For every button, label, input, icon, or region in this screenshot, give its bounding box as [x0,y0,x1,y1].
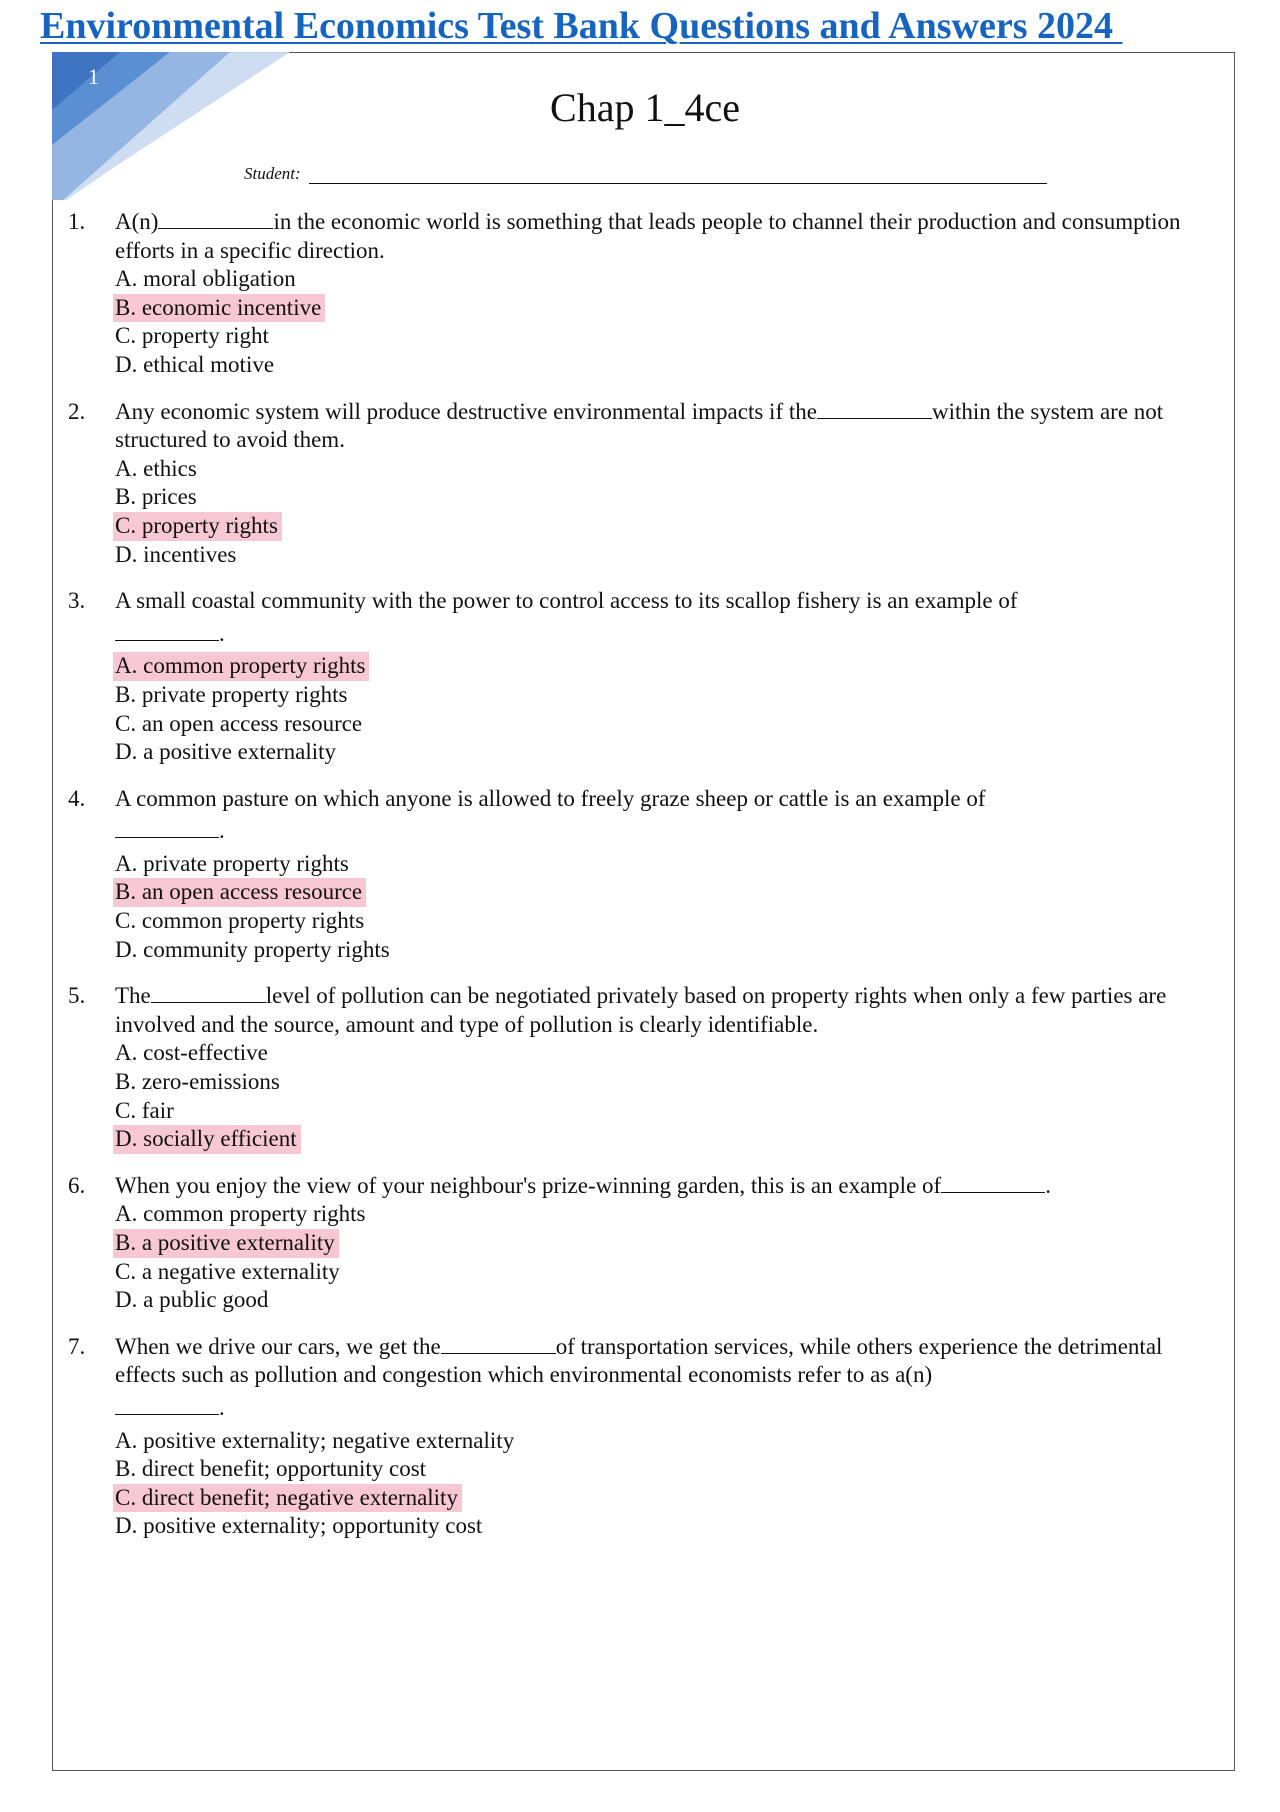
question-text-before: When we drive our cars, we get the [115,1333,441,1359]
question-text-after: level of pollution can be negotiated privately based on property rights when only a few parties are involved and the source, amount and type of pollution is clearly identifiable. [115,983,1173,1037]
choice-c[interactable]: C. common property rights [115,908,365,934]
choice-c[interactable]: C. fair [115,1097,174,1123]
choice-list [115,1039,1218,1153]
answer-blank [115,620,219,641]
question-text-before: When you enjoy the view of your neighbour's prize-winning garden, this is an example of [115,1172,942,1198]
question-text [115,982,1218,1039]
question-text [115,208,1218,265]
choice-b[interactable]: B. economic incentive [115,294,1218,323]
question-3 [68,587,1218,767]
student-label: Student: [244,164,301,183]
chapter-title: Chap 1_4ce [550,85,740,130]
answer-blank [151,982,266,1003]
question-text [115,587,1218,648]
student-name-row [244,164,1047,184]
question-text-after: in the economic world is something that leads people to channel their production and consumption efforts in a specific direction. [115,209,1187,263]
question-text-before: A common pasture on which anyone is allowed to freely graze sheep or cattle is an example of [115,785,986,811]
choice-c[interactable]: C. a negative externality [115,1258,340,1284]
answer-blank-2 [115,1394,219,1415]
student-name-line[interactable] [309,165,1047,184]
question-5 [68,982,1218,1154]
choice-a[interactable]: A. private property rights [115,850,349,876]
choice-b[interactable]: B. an open access resource [115,878,1218,907]
question-text [115,1333,1218,1423]
choice-a[interactable]: A. common property rights [115,652,1218,681]
choice-list [115,850,1218,964]
choice-d[interactable]: D. a positive externality [115,739,337,765]
question-text-before: A small coastal community with the power to control access to its scallop fishery is an example of [115,588,1018,614]
question-7 [68,1333,1218,1541]
choice-a[interactable]: A. ethics [115,455,197,481]
question-6 [68,1172,1218,1315]
choice-a[interactable]: A. positive externality; negative externality [115,1427,515,1453]
answer-blank [817,398,932,419]
question-number: 6. [68,1172,86,1198]
question-text-after: within the system are not structured to avoid them. [115,398,1169,453]
choice-b[interactable]: B. direct benefit; opportunity cost [115,1456,427,1482]
document-title-link[interactable]: Environmental Economics Test Bank Questions and Answers 2024 [40,5,1123,47]
question-2 [68,398,1218,570]
question-text-before: A(n) [115,209,159,234]
choice-c[interactable]: C. direct benefit; negative externality [115,1484,1218,1513]
question-list [68,208,1218,1559]
question-text-middle: of transportation services, while others experience the detrimental effects such as pollution and congestion which environmental economists refer to as a(n) [115,1333,1169,1388]
choice-d[interactable]: D. socially efficient [115,1125,1218,1154]
question-text-before: Any economic system will produce destructive environmental impacts if the [115,398,817,424]
answer-blank [158,208,273,229]
choice-d[interactable]: D. community property rights [115,936,390,962]
question-text-after: . [219,1394,225,1420]
question-number: 4. [68,785,86,811]
choice-b[interactable]: B. a positive externality [115,1229,1218,1258]
page-number: 1 [88,64,99,89]
choice-c[interactable]: C. property right [115,323,269,349]
question-1 [68,208,1218,380]
question-text-after: . [219,818,225,844]
choice-a[interactable]: A. moral obligation [115,266,296,292]
question-text-before: The [115,983,151,1009]
choice-list [115,1200,1218,1314]
choice-d[interactable]: D. incentives [115,541,237,567]
choice-b[interactable]: B. prices [115,484,197,510]
question-number: 7. [68,1333,86,1359]
question-number: 5. [68,983,86,1009]
answer-blank [115,817,219,838]
question-text-after: . [1045,1172,1051,1198]
choice-d[interactable]: D. positive externality; opportunity cost [115,1513,483,1539]
choice-c[interactable]: C. property rights [115,512,1218,541]
question-text [115,398,1218,455]
choice-c[interactable]: C. an open access resource [115,710,363,736]
answer-blank [941,1172,1045,1193]
choice-b[interactable]: B. private property rights [115,681,348,707]
choice-list [115,652,1218,766]
question-4 [68,785,1218,965]
choice-list [115,265,1218,379]
question-number: 2. [68,398,86,424]
question-text-after: . [219,620,225,646]
choice-list [115,455,1218,569]
question-number: 3. [68,588,86,614]
answer-blank-1 [441,1333,556,1354]
question-number: 1. [68,209,86,234]
question-text [115,785,1218,846]
choice-d[interactable]: D. ethical motive [115,351,275,377]
choice-b[interactable]: B. zero-emissions [115,1069,280,1095]
choice-a[interactable]: A. common property rights [115,1201,366,1227]
question-text [115,1172,1218,1201]
choice-d[interactable]: D. a public good [115,1287,269,1313]
choice-a[interactable]: A. cost-effective [115,1040,268,1066]
choice-list [115,1427,1218,1541]
